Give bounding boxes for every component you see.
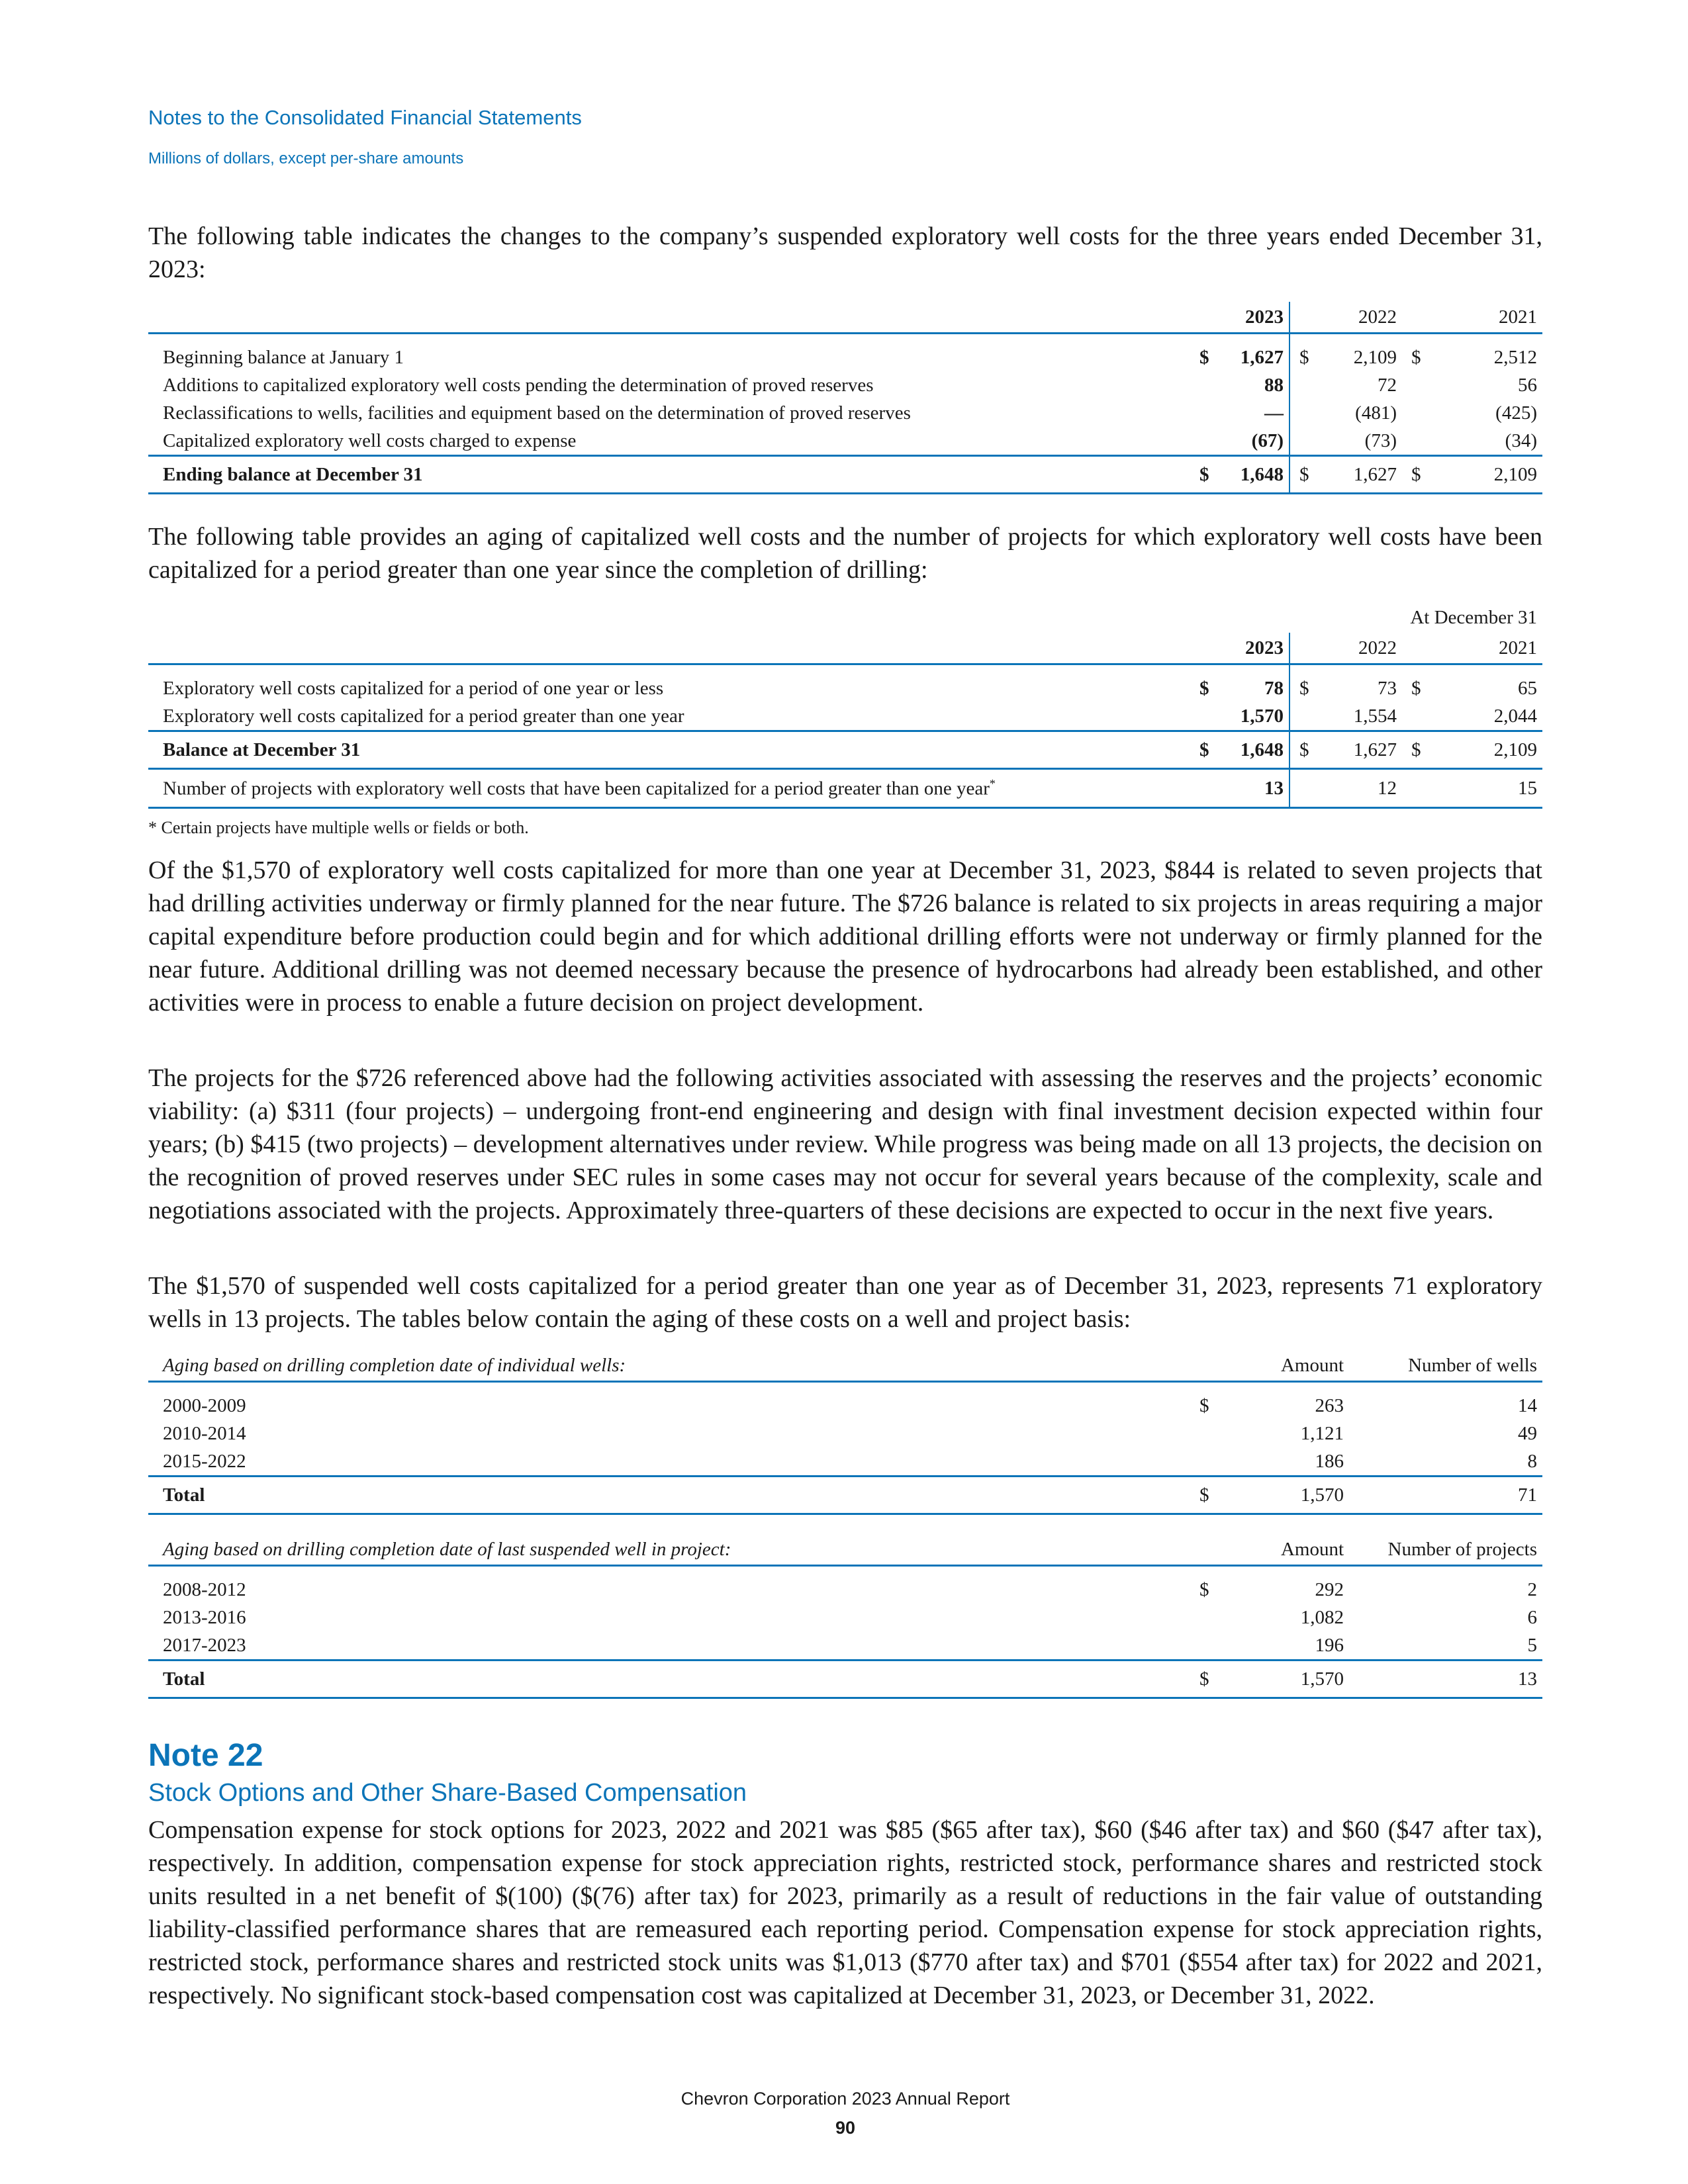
year-header-2023: 2023 (1217, 302, 1289, 334)
year-header-2021: 2021 (1430, 302, 1542, 334)
note-subtitle: Stock Options and Other Share-Based Compensation (148, 1779, 747, 1807)
aging-by-wells-table (148, 1350, 1542, 1515)
table-header-row: Aging based on drilling completion date of last suspended well in project: Amount Number of projects (148, 1534, 1542, 1566)
table-row: Exploratory well costs capitalized for a period greater than one year 1,570 1,554 2,044 (148, 702, 1542, 731)
aging-by-projects-table (148, 1534, 1542, 1699)
section-header-title: Notes to the Consolidated Financial Statements (148, 106, 582, 129)
intro-paragraph-1: The following table indicates the changes to the company’s suspended exploratory well costs for the three years ended December 31, 2023: (148, 222, 1542, 283)
at-december-31-header: At December 31 (1410, 606, 1537, 628)
capitalized-well-costs-aging-table (148, 602, 1542, 809)
table-row: 2000-2009 $ 263 14 (163, 1394, 1537, 1416)
year-header-2022: 2022 (1317, 633, 1402, 664)
project-count-row: Number of projects with exploratory well costs that have been capitalized for a period greater than one year* 13 12 15 (148, 769, 1542, 808)
year-header-2023: 2023 (1217, 633, 1289, 664)
note-title: Note 22 (148, 1738, 263, 1773)
intro-paragraph-2: The following table provides an aging of capitalized well costs and the number of projects for which exploratory well costs have been capitalized for a period greater than one year since the completion of drilling: (148, 523, 1542, 584)
section-header-subtitle: Millions of dollars, except per-share amounts (148, 150, 464, 167)
table-row: Reclassifications to wells, facilities and equipment based on the determination of proved reserves — (481) (425) (148, 399, 1542, 427)
year-header-2021: 2021 (1430, 633, 1542, 664)
table-row: 2013-2016 1,082 6 (163, 1606, 1537, 1628)
table-header-row (148, 633, 1542, 664)
table-total-row: Ending balance at December 31 $ 1,648 $ 1,627 $ 2,109 (148, 456, 1542, 494)
note-body: Compensation expense for stock options for 2023, 2022 and 2021 was $85 ($65 after tax), $60 ($46 after tax) and $60 ($47 after tax), respectively. In addition, compensation expense for stock appreciation rights, restricted stock, performance shares and restricted stock units resulted in a net benefit of $(100) ($(76) after tax) for 2023, primarily as a result of reductions in the fair value of outstanding liability-classified performance shares that are remeasured each reporting period. Compensation expense for stock appreciation rights, restricted stock, performance shares and restricted stock units was $1,013 ($770 after tax) and $701 ($554 after tax) for 2022 and 2021, respectively. No significant stock-based compensation cost was capitalized at December 31, 2023, or December 31, 2022. (148, 1816, 1542, 2009)
table-footnote: * Certain projects have multiple wells or fields or both. (148, 818, 529, 837)
table-total-row: Balance at December 31 $ 1,648 $ 1,627 $ 2,109 (148, 731, 1542, 769)
paragraph-project-activities: The projects for the $726 referenced above had the following activities associated with assessing the reserves and the projects’ economic viability: (a) $311 (four projects) – undergoing front-end engineering and design with final investment decision expected within four years; (b) $415 (two projects) – development alternatives under review. While progress was being made on all 13 projects, the decision on the recognition of proved reserves under SEC rules in some cases may not occur for several years because of the complexity, scale and negotiations associated with the projects. Approximately three-quarters of these decisions are expected to occur in the next five years. (148, 1064, 1542, 1224)
year-header-2022: 2022 (1317, 302, 1402, 334)
table-row: Capitalized exploratory well costs charged to expense (67) (73) (34) (148, 427, 1542, 456)
footnote-marker: * (989, 776, 996, 790)
suspended-well-costs-table (148, 302, 1542, 494)
table-row: 2010-2014 1,121 49 (163, 1422, 1537, 1444)
paragraph-suspended-costs: The $1,570 of suspended well costs capitalized for a period greater than one year as of December 31, 2023, represents 71 exploratory wells in 13 projects. The tables below contain the aging of these costs on a well and project basis: (148, 1272, 1542, 1333)
table-total-row: Total $ 1,570 71 (148, 1477, 1542, 1514)
table-header-row: Aging based on drilling completion date of individual wells: Amount Number of wells (148, 1350, 1542, 1382)
table-total-row: Total $ 1,570 13 (148, 1661, 1542, 1698)
table-row: Additions to capitalized exploratory well costs pending the determination of proved reserves 88 72 56 (148, 371, 1542, 399)
table-row: Beginning balance at January 1 $ 1,627 $ 2,109 $ 2,512 (148, 334, 1542, 372)
footer-report-name: Chevron Corporation 2023 Annual Report (680, 2089, 1010, 2109)
table-header-row (148, 302, 1542, 334)
table-superheader-row (148, 602, 1542, 633)
page-number: 90 (835, 2118, 856, 2138)
table-row: 2017-2023 196 5 (163, 1634, 1537, 1656)
table-row: 2008-2012 $ 292 2 (163, 1578, 1537, 1600)
table-row: Exploratory well costs capitalized for a period of one year or less $ 78 $ 73 $ 65 (148, 664, 1542, 703)
table-row: 2015-2022 186 8 (163, 1450, 1537, 1472)
paragraph-exploratory-costs: Of the $1,570 of exploratory well costs capitalized for more than one year at December 31, 2023, $844 is related to seven projects that had drilling activities underway or firmly planned for the near future. The $726 balance is related to six projects in areas requiring a major capital expenditure before production could begin and for which additional drilling efforts were not underway or firmly planned for the near future. Additional drilling was not deemed necessary because the presence of hydrocarbons had already been established, and other activities were in process to enable a future decision on project development. (148, 856, 1542, 1017)
